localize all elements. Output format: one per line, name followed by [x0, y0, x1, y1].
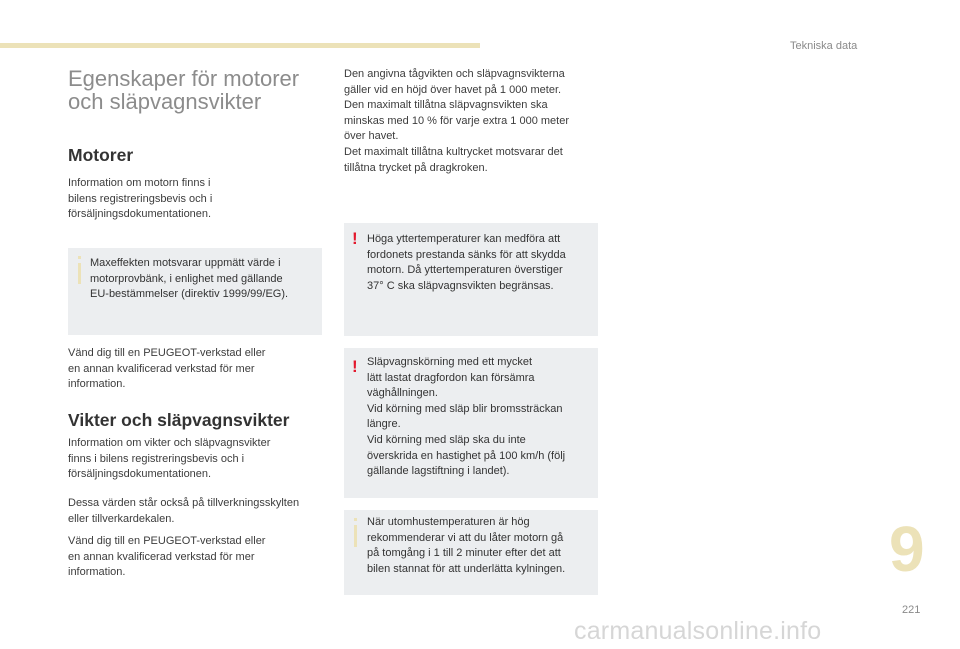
engines-contact — [68, 346, 265, 393]
warning-box-temperature — [344, 223, 598, 336]
weights-plate-paragraph: Dessa värden står också på tillverkningsskylten eller tillverkardekalen. — [68, 497, 300, 525]
info-box-cooling — [344, 510, 598, 595]
page-number: 221 — [902, 604, 921, 616]
weights-text — [68, 436, 270, 483]
weights-plate — [68, 496, 299, 527]
weights-contact — [68, 534, 265, 581]
engines-contact-paragraph: Vänd dig till en PEUGEOT-verkstad eller en annan kvalificerad verkstad för mer information. — [68, 347, 266, 391]
info-box-engines — [68, 248, 322, 335]
info-icon — [78, 263, 81, 284]
section-label: Tekniska data — [790, 40, 858, 52]
info-icon — [354, 525, 357, 547]
warning-icon: ! — [352, 229, 358, 248]
watermark: carmanualsonline.info — [574, 617, 822, 645]
info-cooling-text: När utomhustemperaturen är hög rekommenderar vi att du låter motorn gå på tomgång i 1 till 2 minuter efter det att bilen stannat för att underlätta kylningen. — [367, 516, 566, 575]
warning-temperature-text: Höga yttertemperaturer kan medföra att fordonets prestanda sänks för att skydda motorn. Då yttertemperaturen överstiger 37° C ska släpvagnsvikten begränsas. — [367, 233, 566, 292]
warning-icon: ! — [352, 357, 358, 376]
header-accent-bar — [0, 43, 480, 48]
engines-text — [68, 176, 212, 223]
weights-heading: Vikter och släpvagnsvikter — [68, 410, 290, 430]
engines-paragraph: Information om motorn finns i bilens registreringsbevis och i försäljningsdokumentationen. — [68, 177, 213, 221]
page-title: Egenskaper för motorer och släpvagnsvikter — [68, 66, 300, 114]
warning-box-trailer — [344, 348, 598, 498]
weights-contact-paragraph: Vänd dig till en PEUGEOT-verkstad eller en annan kvalificerad verkstad för mer information. — [68, 535, 266, 579]
weights-paragraph: Information om vikter och släpvagnsvikter finns i bilens registreringsbevis och i försäljningsdokumentationen. — [68, 437, 271, 481]
towing-intro-paragraph: Den angivna tågvikten och släpvagnsvikterna gäller vid en höjd över havet på 1 000 meter. Den maximalt tillåtna släpvagnsvikten ska minskas med 10 % för varje extra 1 000 meter över havet. Det maximalt tillåtna kultrycket motsvarar det tillåtna trycket på dragkroken. — [344, 68, 569, 174]
engines-heading: Motorer — [68, 145, 134, 165]
info-box-text: Maxeffekten motsvarar uppmätt värde i motorprovbänk, i enlighet med gällande EU-bestämmelser (direktiv 1999/99/EG). — [90, 257, 289, 301]
towing-intro — [344, 67, 569, 176]
warning-trailer-text: Släpvagnskörning med ett mycket lätt lastat dragfordon kan försämra väghållningen. Vid körning med släp blir bromssträckan längre. Vid körning med släp ska du inte överskrida en hastighet på 100 km/h (följ gällande lagstiftning i landet). — [367, 356, 566, 478]
chapter-number: 9 — [889, 513, 925, 585]
